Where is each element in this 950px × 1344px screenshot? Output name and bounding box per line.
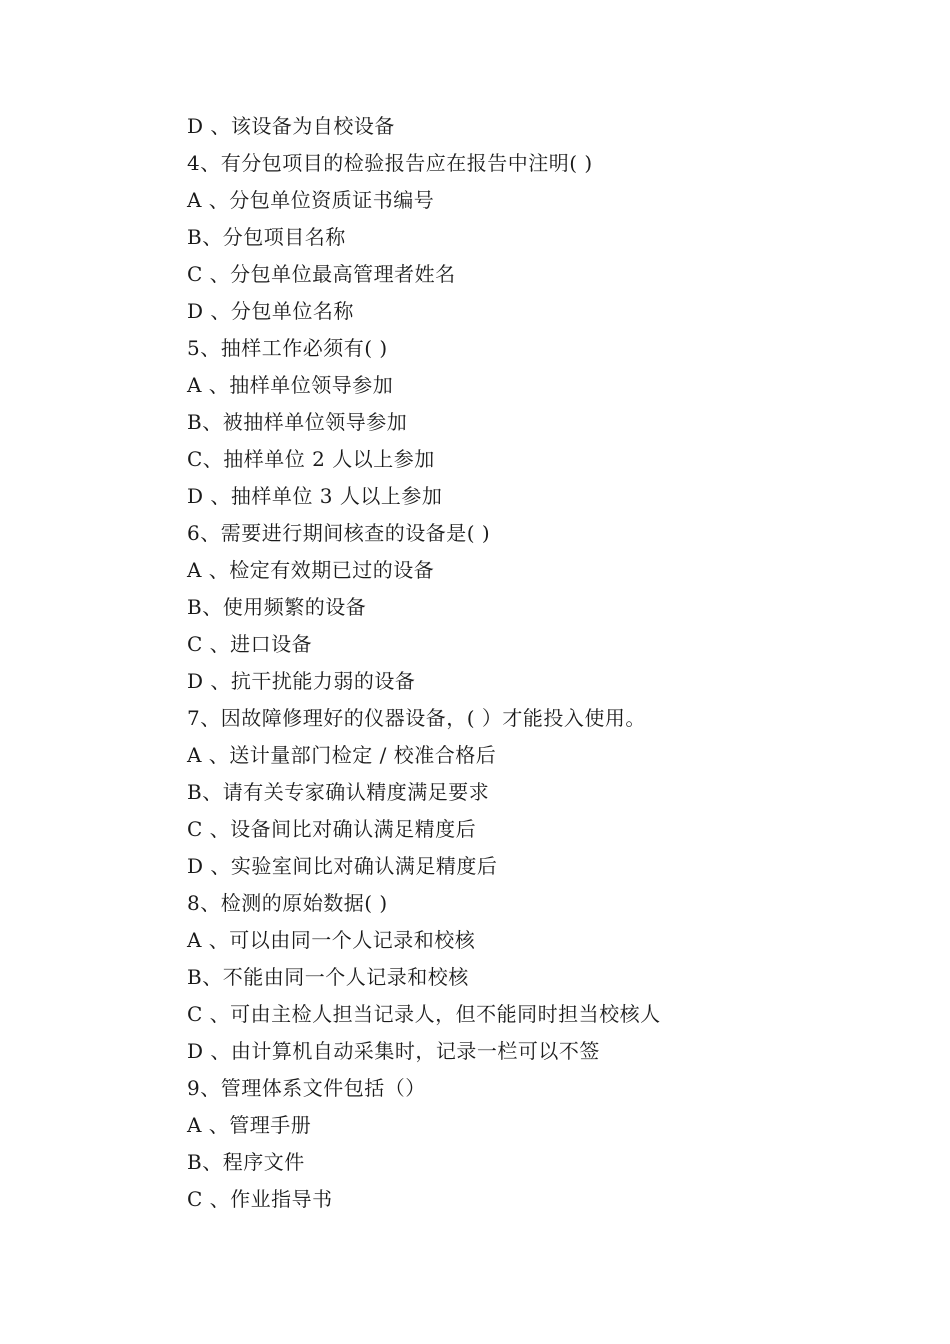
option-line: B、程序文件 bbox=[187, 1150, 305, 1174]
option-line: D 、由计算机自动采集时，记录一栏可以不签 bbox=[187, 1039, 600, 1063]
option-line: C 、分包单位最高管理者姓名 bbox=[187, 262, 456, 286]
option-line: A 、检定有效期已过的设备 bbox=[187, 558, 435, 582]
option-line: B、不能由同一个人记录和校核 bbox=[187, 965, 469, 989]
option-line: B、分包项目名称 bbox=[187, 225, 346, 249]
option-line: A 、可以由同一个人记录和校核 bbox=[187, 928, 476, 952]
option-line: B、被抽样单位领导参加 bbox=[187, 410, 408, 434]
question-line: 5、抽样工作必须有( ) bbox=[187, 336, 388, 360]
option-line: A 、抽样单位领导参加 bbox=[187, 373, 394, 397]
option-line: A 、送计量部门检定 / 校准合格后 bbox=[187, 743, 497, 767]
option-line: D 、该设备为自校设备 bbox=[187, 114, 395, 138]
option-line: D 、抽样单位 3 人以上参加 bbox=[187, 484, 443, 508]
question-line: 6、需要进行期间核查的设备是( ) bbox=[187, 521, 491, 545]
option-line: C 、进口设备 bbox=[187, 632, 313, 656]
question-line: 7、因故障修理好的仪器设备，( ）才能投入使用。 bbox=[187, 706, 646, 730]
option-line: D 、实验室间比对确认满足精度后 bbox=[187, 854, 498, 878]
option-line: D 、抗干扰能力弱的设备 bbox=[187, 669, 416, 693]
option-line: C 、作业指导书 bbox=[187, 1187, 333, 1211]
option-line: C 、可由主检人担当记录人，但不能同时担当校核人 bbox=[187, 1002, 661, 1026]
question-line: 9、管理体系文件包括（） bbox=[187, 1076, 426, 1100]
option-line: D 、分包单位名称 bbox=[187, 299, 354, 323]
question-list bbox=[187, 108, 907, 1218]
option-line: B、使用频繁的设备 bbox=[187, 595, 367, 619]
question-line: 4、有分包项目的检验报告应在报告中注明( ) bbox=[187, 151, 593, 175]
option-line: A 、分包单位资质证书编号 bbox=[187, 188, 435, 212]
option-line: C 、设备间比对确认满足精度后 bbox=[187, 817, 477, 841]
option-line: C、抽样单位 2 人以上参加 bbox=[187, 447, 435, 471]
question-line: 8、检测的原始数据( ) bbox=[187, 891, 388, 915]
option-line: B、请有关专家确认精度满足要求 bbox=[187, 780, 490, 804]
option-line: A 、管理手册 bbox=[187, 1113, 312, 1137]
